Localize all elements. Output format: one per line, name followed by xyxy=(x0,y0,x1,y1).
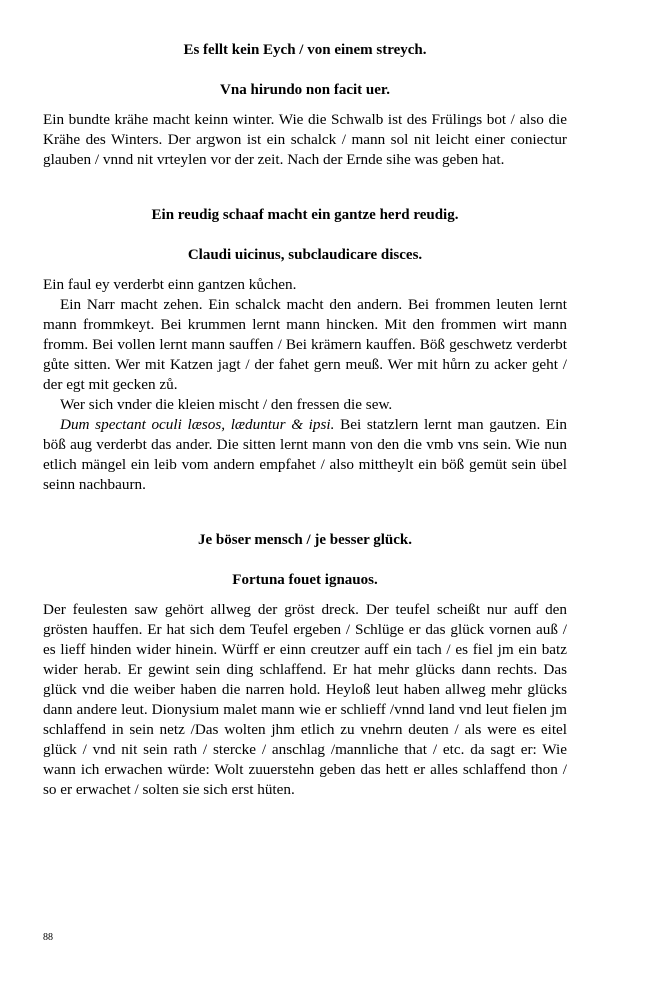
section-heading: Es fellt kein Eych / von einem streych. xyxy=(183,42,427,58)
paragraph: Wer sich vnder die kleien mischt / den fressen die sew. xyxy=(60,396,393,413)
paragraph: Ein bundte krähe macht keinn winter. Wie die Schwalb ist des Frülings bot / also die Krähe des Winters. Der argwon ist ein schalck / mann sol nit leicht einer coniectur glauben / vnnd nit vrteylen vor der zeit. Nach der Ernde sihe was geben hat. xyxy=(43,111,567,168)
quote-paragraph-text: Bei statzlern lernt man gautzen. Ein böß aug verderbt das ander. Die sitten lernt mann von den die vmb vns sein. Wie nun etlich mängel ein leib vom andern empfahet / also mittheylt ein böß gemüt sein übel seinn nachbaurn. xyxy=(43,416,568,493)
section-heading: Je böser mensch / je besser glück. xyxy=(197,532,412,548)
section-divider xyxy=(43,170,567,205)
page-body xyxy=(43,40,567,800)
section-divider xyxy=(43,495,567,530)
latin-subheading: Fortuna fouet ignauos. xyxy=(232,572,378,588)
latin-subheading: Vna hirundo non facit uer. xyxy=(220,82,390,98)
paragraph: Der feulesten saw gehört allweg der gröst dreck. Der teufel scheißt nur auff den grösten hauffen. Er hat sich dem Teufel ergeben / Schlüge er das glück vornen auß / es lieff hinden wider hinein. Würff er einn creutzer auff ein tach / es fiel jm ein batz wider herab. Er gewint sein ding schlaffend. Er hat mehr glücks dann rechts. Das glück vnd die weiber haben die narren hold. Heyloß leut haben allweg mehr glücks dann andere leut. Dionysium malet mann wie er schlieff /vnnd land vnd leut fielen jm schlaffend in sein netz /Das wolten jhm etlich zu vnehrn deuten / als were es eitel glück / vnd nit sein rath / stercke / anschlag /mannliche that / etc. da sagt er: Wie wann ich erwachen würde: Wolt zuuerstehn geben das hett er alles schlaffend thon / so er erwachet / solten sie sich erst hüten. xyxy=(43,601,567,798)
paragraph: Ein faul ey verderbt einn gantzen kůchen. xyxy=(43,276,297,293)
latin-quote: Dum spectant oculi læsos, læduntur & ipsi. xyxy=(60,416,335,433)
section-heading: Ein reudig schaaf macht ein gantze herd reudig. xyxy=(151,207,459,223)
quote-paragraph xyxy=(43,415,567,495)
page-number: 88 xyxy=(43,932,53,943)
paragraph: Ein Narr macht zehen. Ein schalck macht den andern. Bei frommen leuten lernt mann frommkeyt. Bei krummen lernt mann hincken. Mit den frommen wirt mann fromm. Bei vollen lernt mann sauffen / Bei krämern kauffen. Böß geschwetz verderbt gůte sitten. Wer mit Katzen jagt / der fahet gern meuß. Wer mit hůrn zu acker geht / der egt mit gecken zů. xyxy=(43,296,567,393)
latin-subheading: Claudi uicinus, subclaudicare disces. xyxy=(187,247,423,263)
